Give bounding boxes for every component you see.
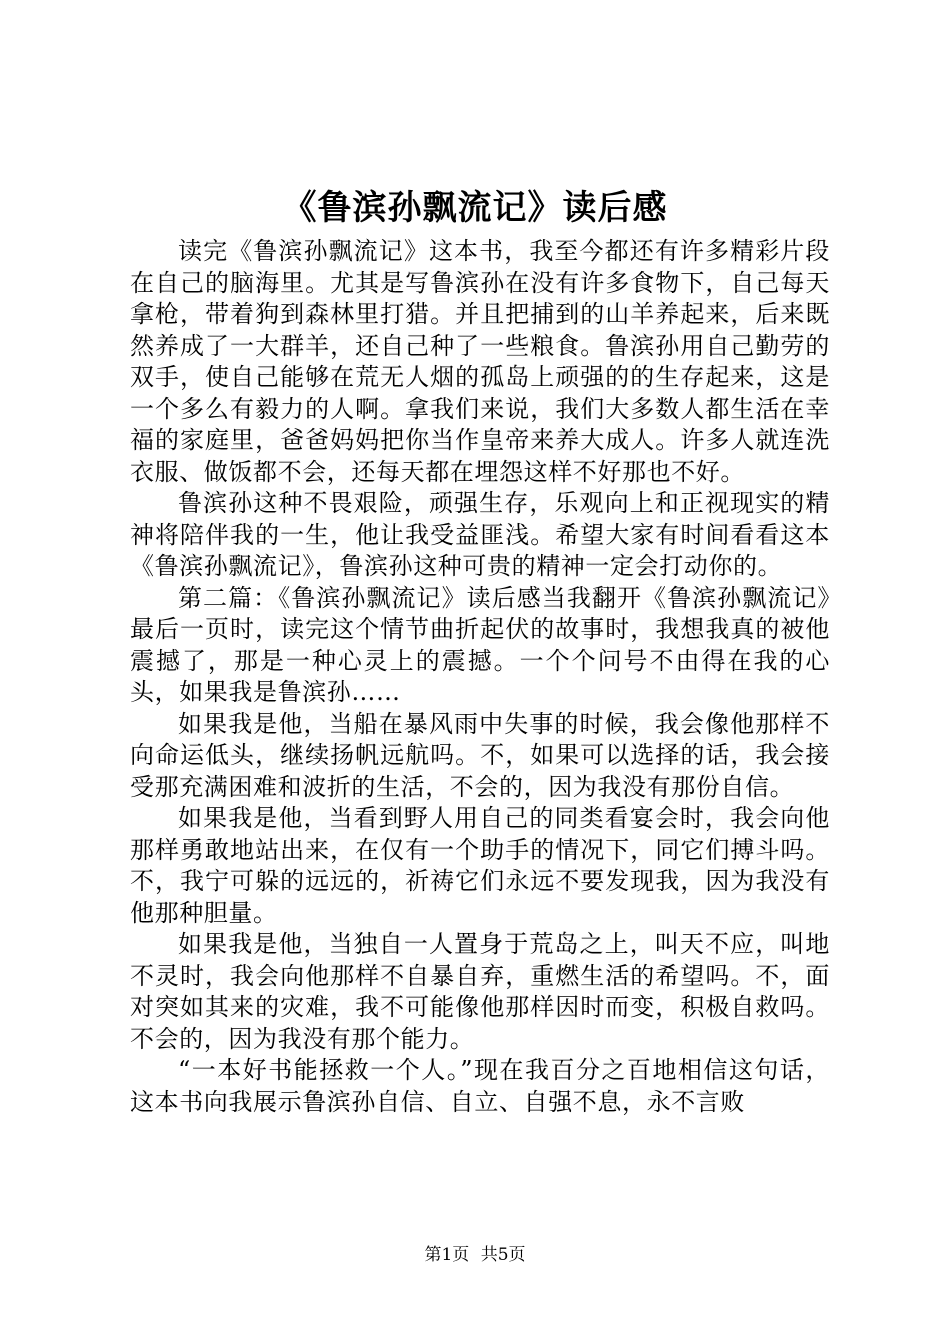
- document-body: [130, 236, 830, 1118]
- page-footer: [0, 1244, 950, 1266]
- paragraph-2: 鲁滨孙这种不畏艰险，顽强生存，乐观向上和正视现实的精神将陪伴我的一生，他让我受益匪浅。希望大家有时间看看这本《鲁滨孙飘流记》，鲁滨孙这种可贵的精神一定会打动你的。: [130, 489, 830, 580]
- page-total: 共5页: [480, 1245, 526, 1265]
- paragraph-4: 如果我是他，当船在暴风雨中失事的时候，我会像他那样不向命运低头，继续扬帆远航吗。不，如果可以选择的话，我会接受那充满困难和波折的生活，不会的，因为我没有那份自信。: [130, 709, 830, 801]
- paragraph-6: 如果我是他，当独自一人置身于荒岛之上，叫天不应，叫地不灵时，我会向他那样不自暴自弃，重燃生活的希望吗。不，面对突如其来的灾难，我不可能像他那样因时而变，积极自救吗。不会的，因为我没有那个能力。: [130, 930, 830, 1053]
- document-title: 《鲁滨孙飘流记》读后感: [282, 188, 668, 228]
- page-number: 第1页: [424, 1245, 470, 1265]
- paragraph-7: “一本好书能拯救一个人。”现在我百分之百地相信这句话，这本书向我展示鲁滨孙自信、自立、自强不息，永不言败: [130, 1056, 830, 1116]
- paragraph-3: 第二篇：《鲁滨孙飘流记》读后感当我翻开《鲁滨孙飘流记》最后一页时，读完这个情节曲折起伏的故事时，我想我真的被他震撼了，那是一种心灵上的震撼。一个个问号不由得在我的心头，如果我是鲁滨孙……: [130, 583, 830, 706]
- paragraph-5: 如果我是他，当看到野人用自己的同类看宴会时，我会向他那样勇敢地站出来，在仅有一个助手的情况下，同它们搏斗吗。不，我宁可躲的远远的，祈祷它们永远不要发现我，因为我没有他那种胆量。: [130, 804, 830, 927]
- paragraph-1: 读完《鲁滨孙飘流记》这本书，我至今都还有许多精彩片段在自己的脑海里。尤其是写鲁滨孙在没有许多食物下，自己每天拿枪，带着狗到森林里打猎。并且把捕到的山羊养起来，后来既然养成了一大群羊，还自己种了一些粮食。鲁滨孙用自己勤劳的双手，使自己能够在荒无人烟的孤岛上顽强的的生存起来，这是一个多么有毅力的人啊。拿我们来说，我们大多数人都生活在幸福的家庭里，爸爸妈妈把你当作皇帝来养大成人。许多人就连洗衣服、做饭都不会，还每天都在埋怨这样不好那也不好。: [130, 237, 830, 486]
